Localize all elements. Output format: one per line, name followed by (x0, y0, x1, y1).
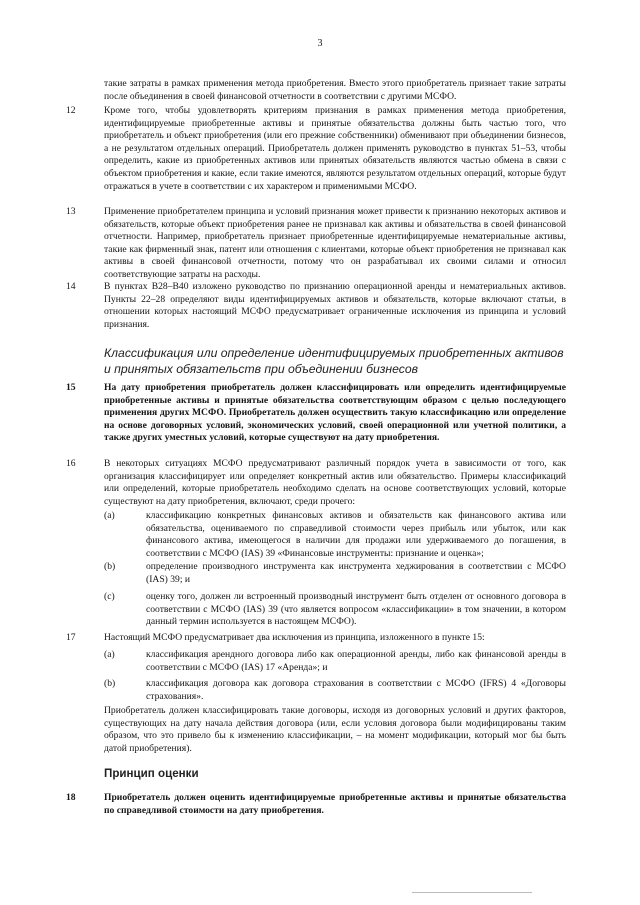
paragraph-15: На дату приобретения приобретатель должен классифицировать или определить идентифицируемые приобретенные активы и принятые обязательства соответствующим образом с целью последующего применения других МСФО. Приобретатель должен осуществить такую классификацию или определение на основе договорных условий, экономических условий, своей операционной или учетной политики, а также других уместных условий, которые существуют на дату приобретения. (104, 382, 566, 444)
paragraph-12: Кроме того, чтобы удовлетворять критериям признания в рамках применения метода приобретения, идентифицируемые приобретенные активы и принятые обязательства должны быть частью того, что приобретатель и объект приобретения (или его прежние собственники) обменивают при объединении бизнесов, а не результатом отдельных операций. Приобретатель должен применять руководство в пунктах 51–53, чтобы определить, какие из приобретенных активов или принятых обязательств являются частью обмена в связи с объектом приобретения и какие, если такие имеются, являются результатом отдельных операций, которые будут отражаться в учете в соответствии с их характером и применимыми МСФО. (104, 105, 566, 192)
paragraph-14: В пунктах B28–B40 изложено руководство по признанию операционной аренды и нематериальных активов. Пункты 22–28 определяют виды идентифицируемых активов и обязательств, которые включают статьи, в отношении которых настоящий МСФО предусматривает ограниченные исключения из принципа и условий признания. (104, 281, 566, 330)
paragraph-number-18: 18 (66, 792, 76, 803)
list-item-label: (a) (104, 649, 115, 660)
paragraph-16: В некоторых ситуациях МСФО предусматривают различный порядок учета в зависимости от того, как организация классифицирует или определяет конкретный актив или обязательство. Примеры классификаций или определений, которые приобретатель необходимо сделать на основе соответствующих условий, которые существуют на дату приобретения, включают, среди прочего: (104, 458, 566, 507)
paragraph-number-16: 16 (66, 458, 76, 469)
list-item: классификация договора как договора страхования в соответствии с МСФО (IFRS) 4 «Договоры страхования». (146, 678, 566, 702)
paragraph-number-15: 15 (66, 382, 76, 393)
list-item-label: (c) (104, 591, 115, 602)
list-item: классификация арендного договора либо как операционной аренды, либо как финансовой аренды в соответствии с МСФО (IAS) 17 «Аренда»; и (146, 649, 566, 673)
list-item: определение производного инструмента как инструмента хеджирования в соответствии с МСФО (IAS) 39; и (146, 561, 566, 585)
list-item-label: (b) (104, 561, 116, 572)
paragraph-number-12: 12 (66, 105, 76, 116)
paragraph-18: Приобретатель должен оценить идентифицируемые приобретенные активы и принятые обязательства по справедливой стоимости на дату приобретения. (104, 792, 566, 816)
paragraph-intro: такие затраты в рамках применения метода приобретения. Вместо этого приобретатель признает такие затраты после объединения в своей финансовой отчетности в соответствии с другими МСФО. (104, 78, 566, 102)
section-heading-classification: Классификация или определение идентифицируемых приобретенных активов и принятых обязательств при объединении бизнесов (104, 346, 564, 376)
paragraph-17-tail: Приобретатель должен классифицировать такие договоры, исходя из договорных условий и других факторов, существующих на дату начала действия договора (или, если условия договора были модифицированы таким образом, что это привело бы к изменению классификации, – на момент модификации, который мог бы быть датой приобретения). (104, 705, 566, 754)
list-item-label: (a) (104, 510, 115, 521)
list-item: оценку того, должен ли встроенный производный инструмент быть отделен от основного договора в соответствии с МСФО (IAS) 39 (что является вопросом «классификации» в том значении, в котором данный термин используется в настоящем МСФО). (146, 591, 566, 628)
paragraph-number-14: 14 (66, 281, 76, 292)
page-number: 3 (317, 38, 323, 49)
paragraph-number-17: 17 (66, 632, 76, 643)
paragraph-13: Применение приобретателем принципа и условий признания может привести к признанию некоторых активов и обязательств, которые объект приобретения ранее не признавал как активы и обязательства в своей финансовой отчетности. Например, приобретатель признает приобретенные идентифицируемые нематериальные активы, такие как фирменный знак, патент или отношения с клиентами, которые объект приобретения не признавал как активы в своей финансовой отчетности, потому что он разрабатывал их своими силами и относил соответствующие затраты на расходы. (104, 206, 566, 280)
paragraph-number-13: 13 (66, 206, 76, 217)
section-heading-measurement: Принцип оценки (104, 767, 199, 780)
list-item: классификацию конкретных финансовых активов и обязательств как финансового актива или обязательства, оцениваемого по справедливой стоимости через прибыль или убыток, или как финансового актива, имеющегося в наличии для продажи или удерживаемого до погашения, в соответствии с МСФО (IAS) 39 «Финансовые инструменты: признание и оценка»; (146, 510, 566, 559)
paragraph-17: Настоящий МСФО предусматривает два исключения из принципа, изложенного в пункте 15: (104, 632, 485, 643)
page-divider (412, 892, 532, 893)
list-item-label: (b) (104, 678, 116, 689)
